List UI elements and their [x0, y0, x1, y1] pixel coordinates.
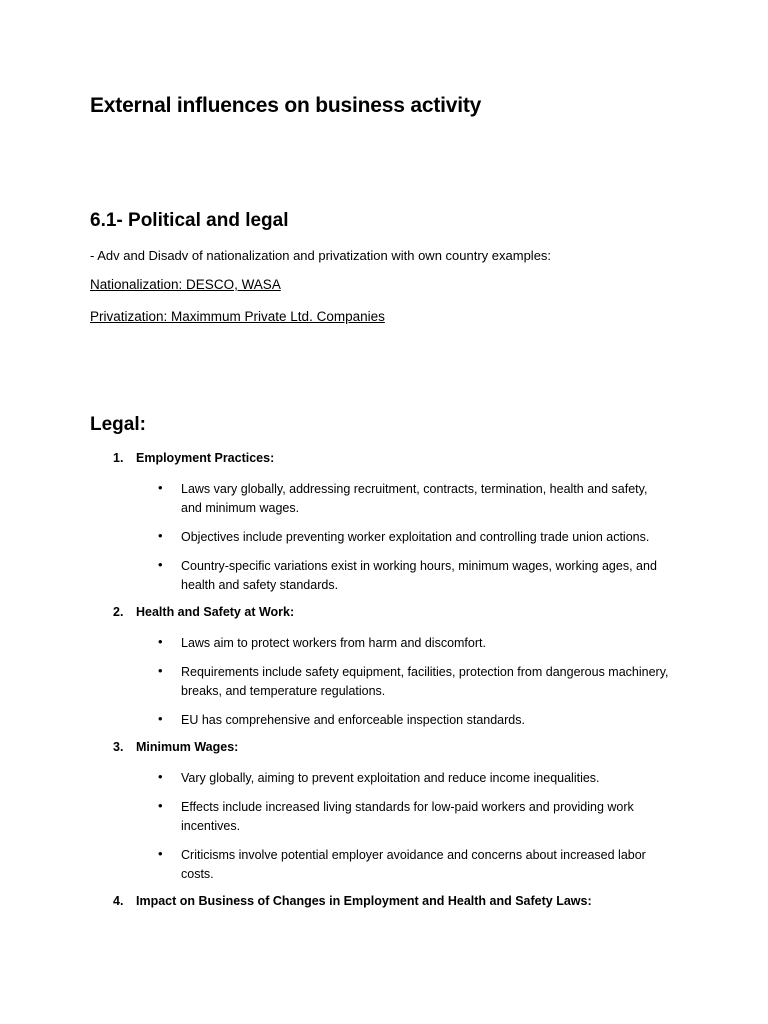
legal-heading: Legal:	[90, 414, 146, 435]
bullet-icon: •	[158, 711, 163, 726]
bullet-icon: •	[158, 480, 163, 495]
privatization-line: Privatization: Maximmum Private Ltd. Companies	[90, 309, 385, 324]
bullet-text: Requirements include safety equipment, facilities, protection from dangerous machinery, breaks, and temperature regulations.	[181, 665, 669, 698]
list-item-number: 2.	[113, 605, 124, 619]
document-title: External influences on business activity	[90, 94, 482, 117]
bullet-icon: •	[158, 798, 163, 813]
list-item-title: Impact on Business of Changes in Employment and Health and Safety Laws:	[136, 894, 592, 908]
list-item-title: Health and Safety at Work:	[136, 605, 295, 619]
bullet-text: Laws vary globally, addressing recruitment, contracts, termination, health and safety, and minimum wages.	[181, 482, 648, 515]
bullet-icon: •	[158, 634, 163, 649]
list-item-title: Employment Practices:	[136, 451, 275, 465]
bullet-icon: •	[158, 663, 163, 678]
list-item-title: Minimum Wages:	[136, 740, 239, 754]
bullet-text: Laws aim to protect workers from harm and discomfort.	[181, 636, 486, 650]
nationalization-line: Nationalization: DESCO, WASA	[90, 277, 281, 292]
bullet-text: Criticisms involve potential employer avoidance and concerns about increased labor costs.	[181, 848, 646, 881]
list-item-number: 1.	[113, 451, 124, 465]
bullet-text: Vary globally, aiming to prevent exploitation and reduce income inequalities.	[181, 771, 600, 785]
bullet-icon: •	[158, 557, 163, 572]
bullet-text: Effects include increased living standards for low-paid workers and providing work incentives.	[181, 800, 634, 833]
bullet-text: EU has comprehensive and enforceable inspection standards.	[181, 713, 525, 727]
section-intro: - Adv and Disadv of nationalization and privatization with own country examples:	[90, 248, 552, 263]
section-heading: 6.1- Political and legal	[90, 210, 289, 231]
bullet-text: Country-specific variations exist in working hours, minimum wages, working ages, and health and safety standards.	[181, 559, 657, 592]
bullet-icon: •	[158, 769, 163, 784]
bullet-text: Objectives include preventing worker exploitation and controlling trade union actions.	[181, 530, 650, 544]
bullet-icon: •	[158, 846, 163, 861]
bullet-icon: •	[158, 528, 163, 543]
list-item-number: 4.	[113, 894, 124, 908]
list-item-number: 3.	[113, 740, 124, 754]
